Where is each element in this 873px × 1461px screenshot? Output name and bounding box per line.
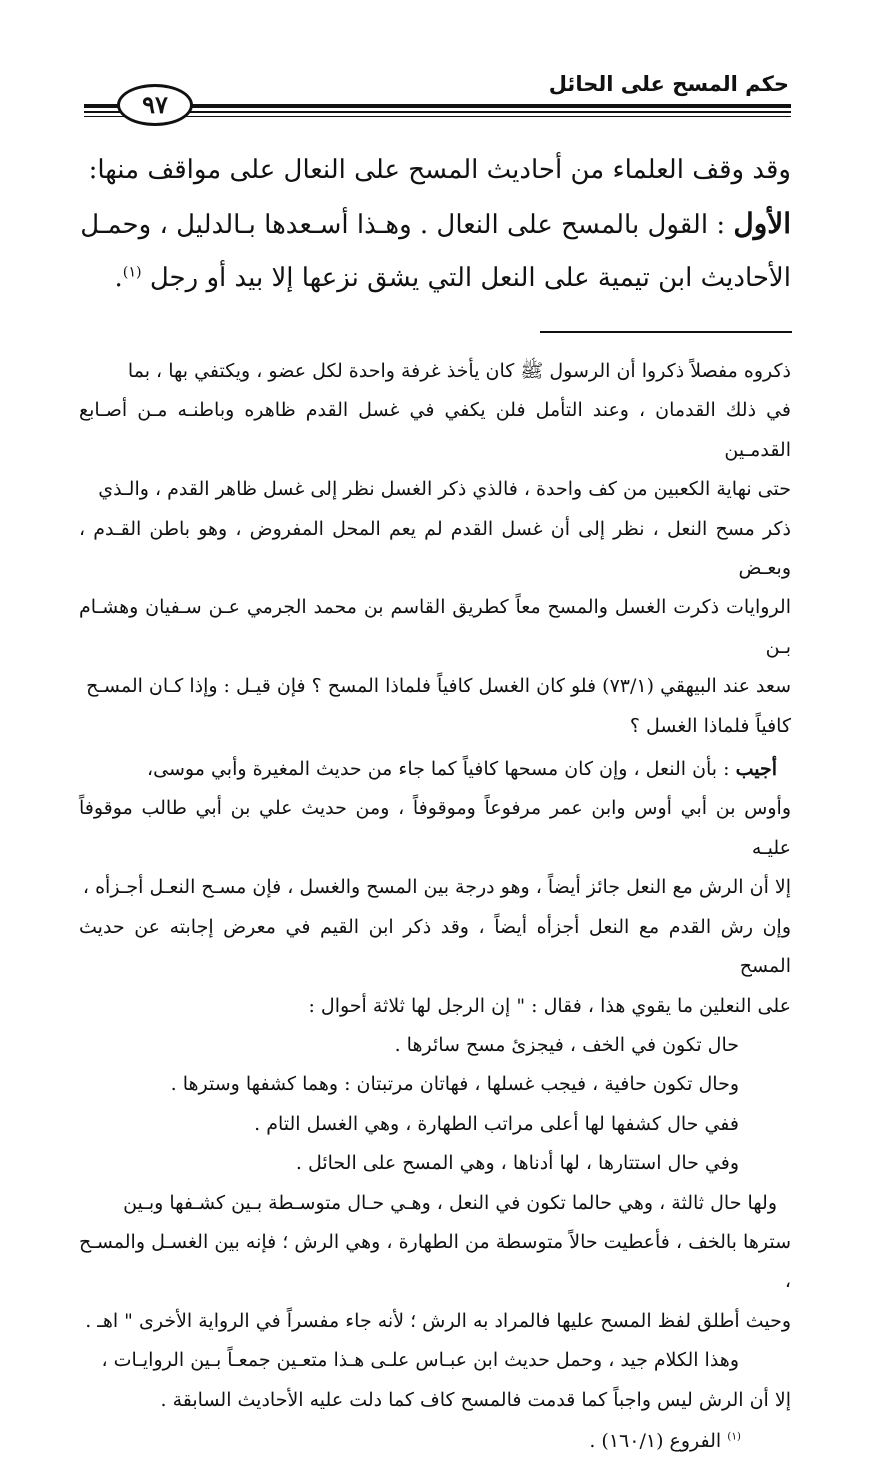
closing-line: إلا أن الرش ليس واجباً كما قدمت فالمسح كاف كما دلت عليه الأحاديث السابقة . [160,1388,791,1411]
fn-line: ذكروه مفصلاً ذكروا أن الرسول ﷺ كان يأخذ غرفة واحدة لكل عضو ، ويكتفي بها ، بما [127,360,791,382]
third-state-line: ولها حال ثالثة ، وهي حالما تكون في النعل ، وهـي حـال متوسـطة بـين كشـفها وبـين [123,1191,777,1214]
fn-line: حتى نهاية الكعبين من كف واحدة ، فالذي ذكر الغسل نظر إلى غسل ظاهر القدم ، والـذي [98,478,791,501]
fn-line: ذكر مسح النعل ، نظر إلى أن غسل القدم لم يعم المحل المفروض ، وهو باطن القـدم ، وبعـض [79,517,791,580]
footnote-marker: (١) [122,264,142,281]
main-line-3 [79,252,791,305]
state-line: وحال تكون حافية ، فيجب غسلها ، فهاتان مرتبتان : وهما كشفها وسترها . [170,1073,739,1096]
third-state-line: وحيث أطلق لفظ المسح عليها فالمراد به الرش ؛ لأنه جاء مفسراً في الرواية الأخرى " اهـ . [85,1309,791,1332]
first-text: : القول بالمسح على النعال . وهـذا أسـعدها بـالدليل ، وحمـل [80,210,734,240]
third-state-line: سترها بالخف ، فأعطيت حالاً متوسطة من الطهارة ، وهي الرش ؛ فإنه بين الغسـل والمسـح ، [79,1230,791,1293]
answer-line: على النعلين ما يقوي هذا ، فقال : " إن الرجل لها ثلاثة أحوال : [308,994,791,1017]
closing-line: وهذا الكلام جيد ، وحمل حديث ابن عبـاس علـى هـذا متعـين جمعـاً بـين الروايـات ، [101,1349,739,1372]
main-first-position [79,197,791,252]
main-intro: وقد وقف العلماء من أحاديث المسح على النعال على مواقف منها: [88,155,791,185]
footnote-reference [79,1422,791,1461]
fn-line: كافياً فلماذا الغسل ؟ [629,714,791,737]
answer-line: وإن رش القدم مع النعل أجزأه أيضاً ، وقد ذكر ابن القيم في معرض إجابته عن حديث المسح [79,915,791,978]
answer-line: إلا أن الرش مع النعل جائز أيضاً ، وهو درجة بين المسح والغسل ، فإن مسـح النعـل أجـزأه ، [82,876,791,899]
line3-end: . [114,263,123,293]
page-number: ٩٧ [117,84,193,126]
footnote-block [79,352,791,1461]
main-text [79,144,791,305]
state-line: وفي حال استتارها ، لها أدناها ، وهي المسح على الحائل . [295,1152,739,1175]
answer-text: : بأن النعل ، وإن كان مسحها كافياً كما جاء من حديث المغيرة وأبي موسى، [147,758,736,781]
reference-marker: (١) [727,1430,741,1443]
fn-line: الروايات ذكرت الغسل والمسح معاً كطريق القاسم بن محمد الجرمي عـن سـفيان وهشـام بـن [79,596,791,658]
state-line: ففي حال كشفها لها أعلى مراتب الطهارة ، وهي الغسل التام . [254,1112,739,1135]
footnote-separator [540,331,792,333]
answer-label: أجيب [735,758,777,781]
answer-line [79,750,791,789]
fn-line: في ذلك القدمان ، وعند التأمل فلن يكفي في غسل القدم ظاهره وباطنـه مـن أصـابع القدمـين [79,399,791,461]
fn-line: سعد عند البيهقي (٧٣/١) فلو كان الغسل كافياً فلماذا المسح ؟ فإن قيـل : وإذا كـان المسـح [86,675,791,698]
header-rule-hairline [84,116,791,117]
line3-text: الأحاديث ابن تيمية على النعل التي يشق نزعها إلا بيد أو رجل [149,263,791,293]
state-line: حال تكون في الخف ، فيجزئ مسح سائرها . [394,1033,739,1056]
answer-line: وأوس بن أبي أوس وابن عمر مرفوعاً وموقوفاً ، ومن حديث علي بن أبي طالب موقوفاً عليـه [79,797,791,859]
running-title: حكم المسح على الحائل [548,72,789,96]
reference-text: الفروع (١٦٠/١) . [589,1429,728,1452]
first-label: الأول [733,207,791,240]
